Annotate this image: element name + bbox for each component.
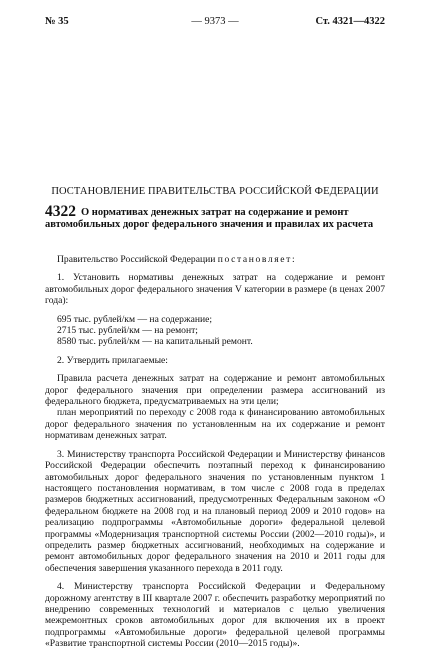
preamble-text: Правительство Российской Федерации	[57, 254, 218, 265]
document-title-row	[45, 203, 385, 231]
preamble-verb: постановляет:	[217, 254, 297, 265]
paragraph-2: 2. Утвердить прилагаемые:	[57, 354, 168, 366]
paragraph-3: 3. Министерству транспорта Российской Федерации и Министерству финансов Российской Федерации обеспечить поэтапный переход к финансированию автомобильных дорог федерального значения по установленным пунктом 1 настоящего постановления нормативам, в том числе с 2008 года в пределах размеров бюджетных ассигнований, предусмотренных Федеральным законом «О федеральном бюджете на 2008 год и на плановый период 2009 и 2010 годов» на реализацию подпрограммы «Автомобильные дороги» федеральной целевой программы «Модернизация транспортной системы России (2002—2010 годы)», и определить размер бюджетных ассигнований, необходимых на содержание и ремонт автомобильных дорог федерального значения на 2010 и 2011 годы для обеспечения завершения указанного перехода в 2011 году.	[45, 448, 385, 574]
issue-number: № 35	[45, 16, 69, 27]
document-title: О нормативах денежных затрат на содержание и ремонт автомобильных дорог федерального значения и правилах их расчета	[45, 207, 374, 230]
list-item: 8580 тыс. рублей/км — на капитальный ремонт.	[57, 336, 253, 348]
article-range: Ст. 4321—4322	[315, 16, 385, 27]
list-item: 695 тыс. рублей/км — на содержание;	[57, 313, 213, 325]
document-heading	[45, 185, 385, 231]
paragraph-1: 1. Установить нормативы денежных затрат на содержание и ремонт автомобильных дорог федерального значения V категории в размере (в ценах 2007 года):	[45, 272, 385, 307]
paragraph-2-b: план мероприятий по переходу с 2008 года к финансированию автомобильных дорог федерального значения по установленным на их содержание и ремонт нормативам денежных затрат.	[45, 407, 385, 442]
list-item: 2715 тыс. рублей/км — на ремонт;	[57, 325, 198, 337]
preamble	[45, 254, 385, 265]
document-type: ПОСТАНОВЛЕНИЕ ПРАВИТЕЛЬСТВА РОССИЙСКОЙ ФЕДЕРАЦИИ	[51, 186, 379, 197]
document-body	[45, 254, 385, 650]
document-number: 4322	[45, 203, 76, 220]
paragraph-2-a: Правила расчета денежных затрат на содержание и ремонт автомобильных дорог федерального значения при определении размера ассигнований из федерального бюджета, предусматриваемых на эти цели;	[45, 373, 385, 408]
page-number: — 9373 —	[191, 16, 239, 27]
paragraph-4: 4. Министерству транспорта Российской Федерации и Федеральному дорожному агентству в III квартале 2007 г. обеспечить разработку мероприятий по внедрению современных технологий и материалов с целью увеличения межремонтных сроков автомобильных дорог для включения их в проект подпрограммы «Автомобильные дороги» федеральной целевой программы «Развитие транспортной системы России (2010—2015 годы)».	[45, 581, 385, 650]
